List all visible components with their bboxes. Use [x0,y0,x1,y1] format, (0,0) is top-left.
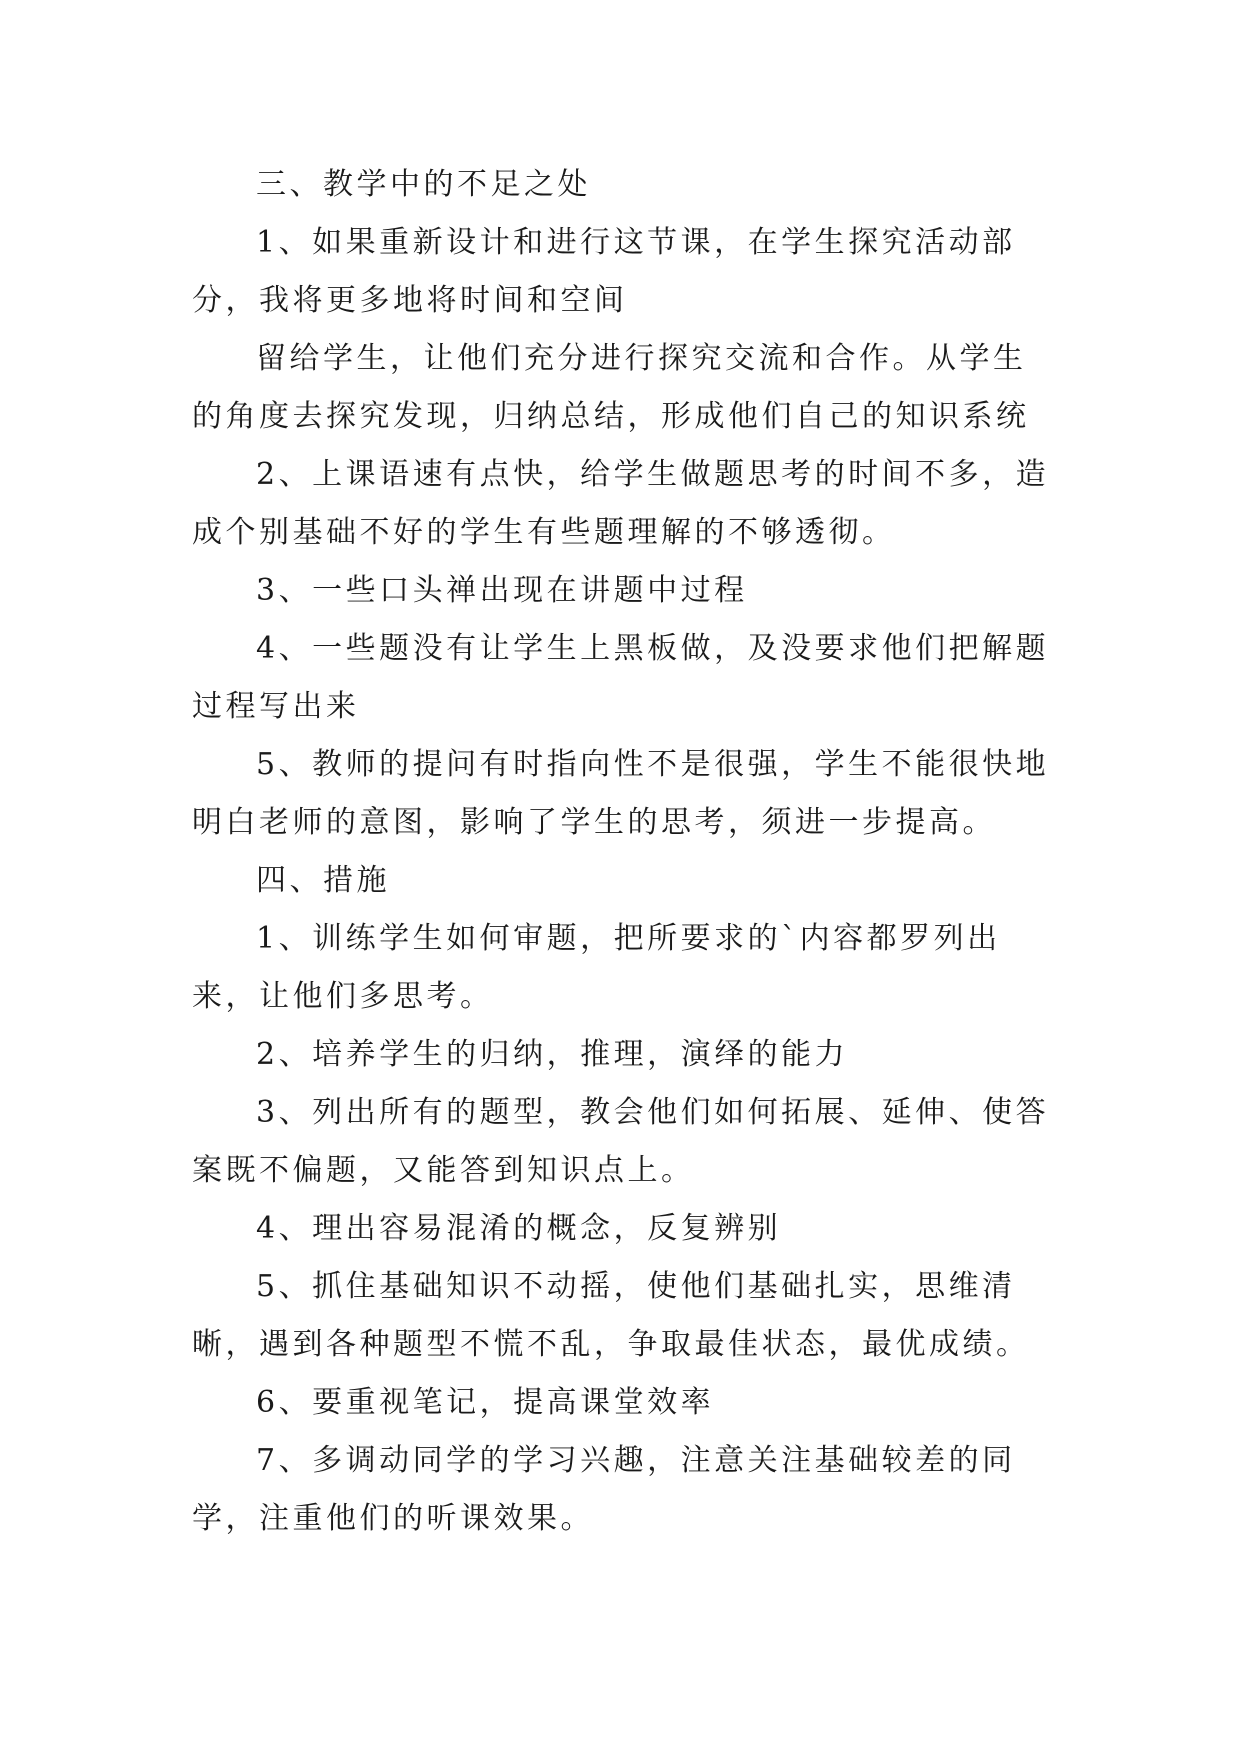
paragraph: 4、理出容易混淆的概念，反复辨别 [256,1211,782,1246]
paragraph: 5、教师的提问有时指向性不是很强，学生不能很快地明白老师的意图，影响了学生的思考，须进一步提高。 [192,747,1050,840]
paragraph: 1、如果重新设计和进行这节课，在学生探究活动部分，我将更多地将时间和空间 [192,225,1016,318]
paragraph: 1、训练学生如何审题，把所要求的`内容都罗列出来，让他们多思考。 [192,921,1001,1014]
paragraph: 2、培养学生的归纳，推理，演绎的能力 [256,1037,849,1072]
paragraph: 4、一些题没有让学生上黑板做，及没要求他们把解题过程写出来 [192,631,1050,724]
paragraph: 6、要重视笔记，提高课堂效率 [256,1385,715,1420]
paragraph: 5、抓住基础知识不动摇，使他们基础扎实，思维清晰，遇到各种题型不慌不乱，争取最佳状态，最优成绩。 [192,1269,1030,1362]
section-heading-shortcomings: 三、教学中的不足之处 [256,167,591,202]
paragraph: 留给学生，让他们充分进行探究交流和合作。从学生的角度去探究发现，归纳总结，形成他们自己的知识系统 [192,341,1030,434]
paragraph: 7、多调动同学的学习兴趣，注意关注基础较差的同学，注重他们的听课效果。 [192,1443,1016,1536]
section-heading-measures: 四、措施 [256,863,390,898]
document-body [192,156,1052,1548]
paragraph: 3、一些口头禅出现在讲题中过程 [256,573,748,608]
paragraph: 3、列出所有的题型，教会他们如何拓展、延伸、使答案既不偏题，又能答到知识点上。 [192,1095,1050,1188]
paragraph: 2、上课语速有点快，给学生做题思考的时间不多，造成个别基础不好的学生有些题理解的不够透彻。 [192,457,1050,550]
